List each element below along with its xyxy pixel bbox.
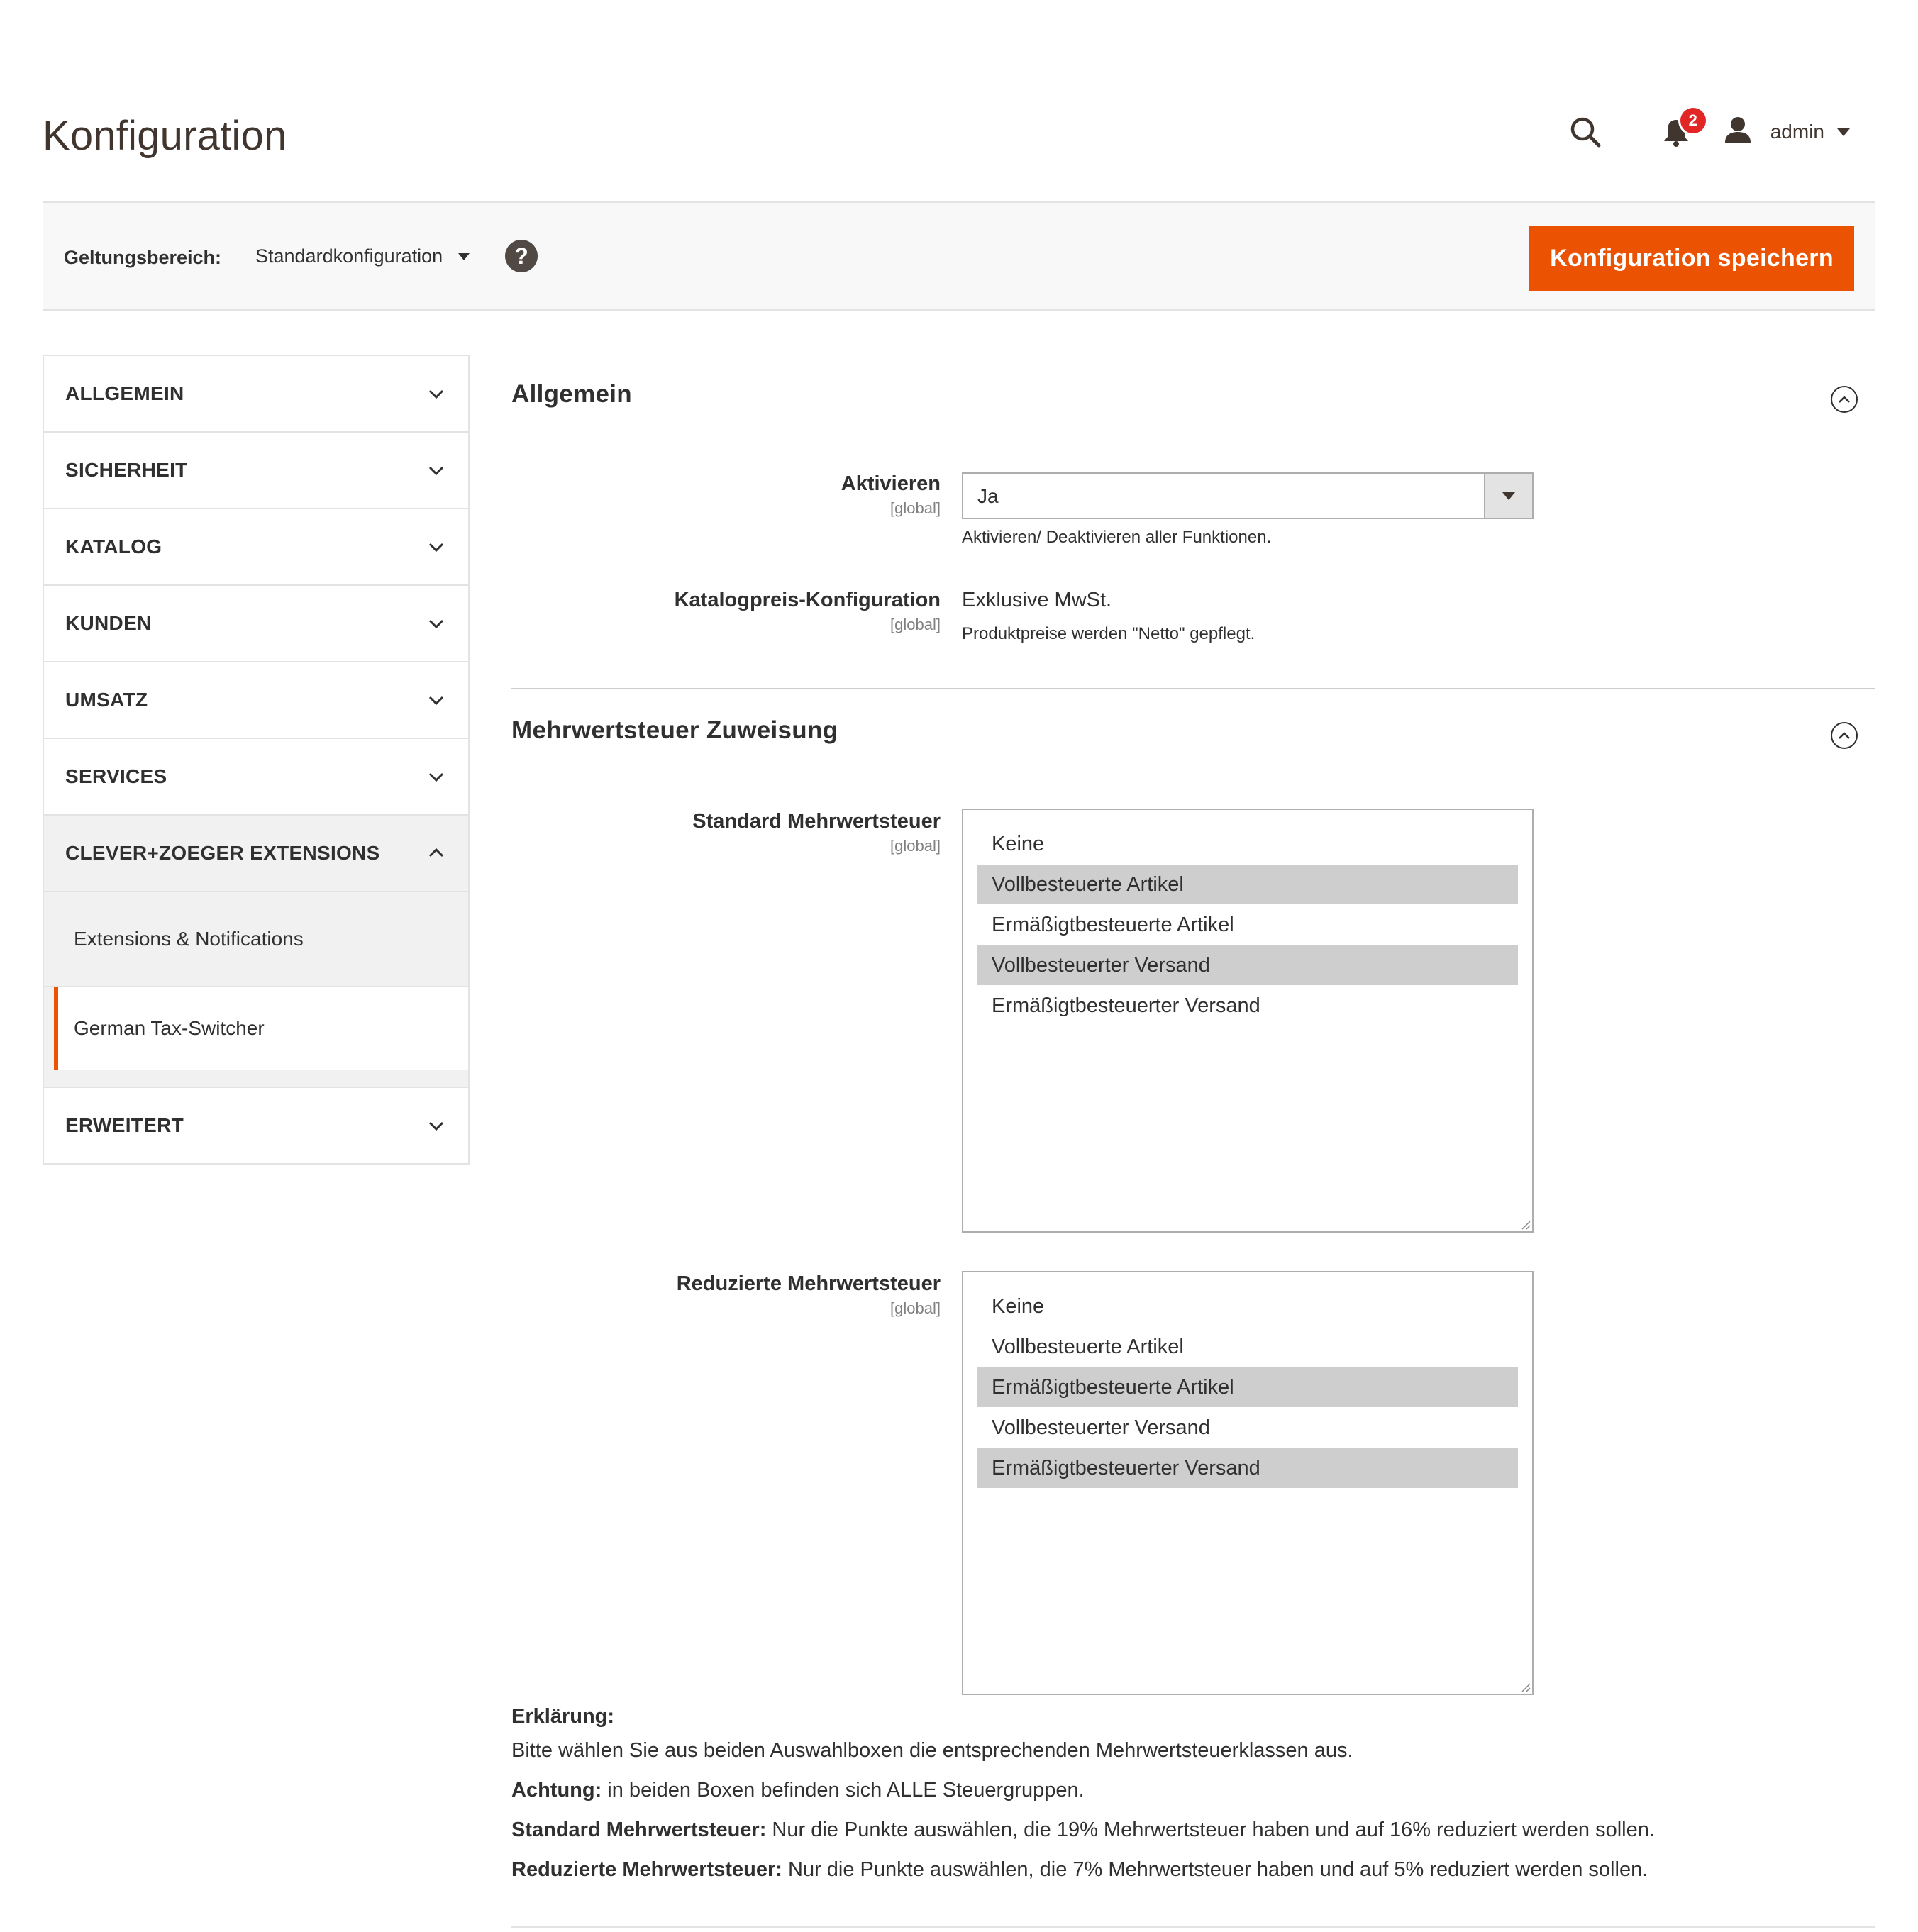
- sidebar-item-services[interactable]: [44, 739, 468, 816]
- sidebar-item-label: KUNDEN: [65, 612, 152, 634]
- help-icon[interactable]: ?: [505, 240, 538, 272]
- select-arrow-icon: [1484, 474, 1532, 518]
- multiselect-option[interactable]: Ermäßigtbesteuerter Versand: [992, 994, 1260, 1017]
- reduced-vat-scope: [global]: [890, 1299, 941, 1317]
- page-title: Konfiguration: [43, 113, 287, 159]
- sidebar-divider: [44, 1070, 468, 1088]
- sidebar-item-sicherheit[interactable]: [44, 433, 468, 509]
- catalog-price-value: Exklusive MwSt.: [962, 589, 1112, 611]
- reduced-vat-label: Reduzierte Mehrwertsteuer: [676, 1272, 941, 1295]
- chevron-up-icon: [428, 845, 444, 861]
- scope-label: Geltungsbereich:: [64, 247, 222, 268]
- sidebar-item-kunden[interactable]: [44, 586, 468, 662]
- standard-vat-scope: [global]: [890, 837, 941, 855]
- sidebar-item-label: KATALOG: [65, 535, 162, 557]
- chevron-down-icon: [428, 616, 444, 631]
- collapse-icon[interactable]: [1831, 386, 1858, 413]
- scope-bar: [43, 201, 1875, 311]
- section-title-vat[interactable]: Mehrwertsteuer Zuweisung: [511, 716, 838, 744]
- sidebar-subitem-extensions-notifications[interactable]: [44, 892, 468, 987]
- multiselect-option-selected[interactable]: Vollbesteuerte Artikel: [977, 865, 1518, 904]
- explanation-line: Reduzierte Mehrwertsteuer: Nur die Punkte auswählen, die 7% Mehrwertsteuer haben und auf 5% reduziert werden sollen.: [511, 1858, 1648, 1881]
- search-icon[interactable]: [1569, 116, 1602, 148]
- sidebar-item-label: ALLGEMEIN: [65, 382, 184, 404]
- explanation-line: Bitte wählen Sie aus beiden Auswahlboxen die entsprechenden Mehrwertsteuerklassen aus.: [511, 1739, 1353, 1762]
- sidebar-subitem-active-wrap: [44, 987, 468, 1070]
- sidebar-item-label: SERVICES: [65, 765, 167, 787]
- sidebar-subitem-german-tax-switcher[interactable]: [54, 987, 468, 1070]
- explanation-line: Standard Mehrwertsteuer: Nur die Punkte auswählen, die 19% Mehrwertsteuer haben und auf 16% reduziert werden sollen.: [511, 1819, 1655, 1841]
- user-name: admin: [1770, 121, 1824, 143]
- catalog-price-note: Produktpreise werden "Netto" gepflegt.: [962, 624, 1255, 643]
- sidebar-item-katalog[interactable]: [44, 509, 468, 586]
- sidebar-item-label: UMSATZ: [65, 689, 148, 711]
- multiselect-option-selected[interactable]: Vollbesteuerter Versand: [977, 945, 1518, 985]
- resize-grip-icon[interactable]: [1519, 1218, 1531, 1230]
- activate-scope: [global]: [890, 499, 941, 517]
- standard-vat-multiselect[interactable]: [962, 809, 1534, 1233]
- user-menu[interactable]: [1724, 116, 1850, 148]
- chevron-down-icon: [428, 692, 444, 708]
- user-icon: [1724, 116, 1756, 148]
- sidebar-item-umsatz[interactable]: [44, 662, 468, 739]
- chevron-down-icon: [428, 1118, 444, 1133]
- chevron-down-icon: [428, 769, 444, 784]
- section-divider: [511, 1926, 1875, 1928]
- sidebar-subitem-label: Extensions & Notifications: [74, 928, 304, 950]
- caret-down-icon: [1837, 128, 1850, 136]
- activate-select[interactable]: [962, 472, 1534, 519]
- resize-grip-icon[interactable]: [1519, 1681, 1531, 1692]
- sidebar-item-label: SICHERHEIT: [65, 459, 188, 481]
- scope-value: Standardkonfiguration: [255, 245, 443, 267]
- multiselect-option[interactable]: Keine: [992, 1294, 1045, 1318]
- sidebar-subitem-label: German Tax-Switcher: [74, 1017, 265, 1039]
- multiselect-option[interactable]: Vollbesteuerter Versand: [992, 1416, 1210, 1439]
- caret-down-icon: [458, 253, 470, 260]
- activate-note: Aktivieren/ Deaktivieren aller Funktionen.: [962, 528, 1272, 547]
- multiselect-option[interactable]: Vollbesteuerte Artikel: [992, 1335, 1184, 1358]
- reduced-vat-multiselect[interactable]: [962, 1271, 1534, 1695]
- chevron-down-icon: [428, 539, 444, 555]
- multiselect-option[interactable]: Keine: [992, 832, 1045, 855]
- collapse-icon[interactable]: [1831, 722, 1858, 749]
- multiselect-option-selected[interactable]: Ermäßigtbesteuerte Artikel: [977, 1367, 1518, 1407]
- catalog-price-label: Katalogpreis-Konfiguration: [674, 589, 941, 611]
- section-title-allgemein[interactable]: Allgemein: [511, 380, 632, 408]
- chevron-down-icon: [428, 386, 444, 401]
- activate-select-value: Ja: [977, 485, 999, 507]
- save-config-button[interactable]: Konfiguration speichern: [1529, 226, 1854, 291]
- multiselect-option[interactable]: Ermäßigtbesteuerte Artikel: [992, 913, 1234, 936]
- sidebar-item-clever-zoeger-extensions[interactable]: [44, 816, 468, 892]
- activate-label: Aktivieren: [841, 472, 941, 495]
- sidebar-item-label: ERWEITERT: [65, 1114, 184, 1136]
- section-divider: [511, 688, 1875, 689]
- sidebar-item-allgemein[interactable]: [44, 356, 468, 433]
- notifications-bell-icon[interactable]: [1660, 111, 1697, 148]
- explanation-line: Achtung: in beiden Boxen befinden sich ALLE Steuergruppen.: [511, 1779, 1085, 1801]
- sidebar-item-erweitert[interactable]: [44, 1088, 468, 1165]
- sidebar-item-label: CLEVER+ZOEGER EXTENSIONS: [65, 842, 380, 864]
- catalog-price-scope: [global]: [890, 616, 941, 633]
- scope-switcher[interactable]: [255, 245, 470, 267]
- header-actions: [1569, 106, 1850, 157]
- multiselect-option-selected[interactable]: Ermäßigtbesteuerter Versand: [977, 1448, 1518, 1488]
- explanation-heading: Erklärung:: [511, 1705, 615, 1728]
- notification-count-badge: 2: [1678, 106, 1708, 135]
- standard-vat-label: Standard Mehrwertsteuer: [692, 810, 941, 833]
- config-sidebar: [43, 355, 470, 1165]
- chevron-down-icon: [428, 462, 444, 478]
